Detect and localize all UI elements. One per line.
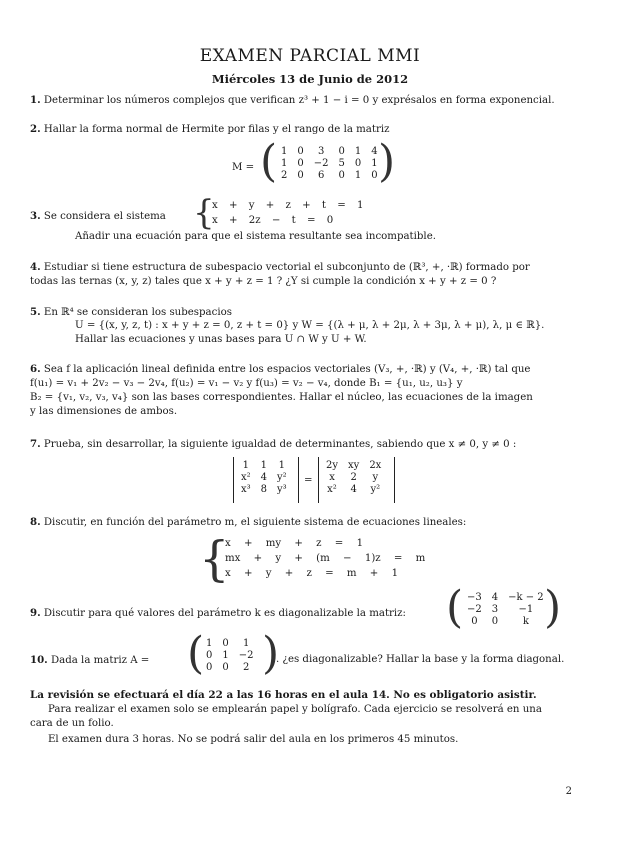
matrix-m-cell: 5: [338, 158, 345, 169]
matrix-m-cell: 3: [317, 146, 325, 157]
question-1-number: 1.: [30, 94, 41, 106]
matrix-a-cell: 0: [206, 650, 213, 661]
matrix-m-cell: −2: [313, 158, 329, 169]
question-8-number: 8.: [30, 516, 41, 528]
determinant-left-row: [236, 460, 292, 472]
matrix-m-row: [276, 146, 383, 158]
matrix-9-cell: −2: [467, 604, 482, 615]
matrix-9-row: [462, 604, 549, 616]
exam-rules-line1: Para realizar el examen solo se emplearán papel y bolígrafo. Cada ejercicio se resolverá en una: [48, 704, 542, 715]
question-5: [30, 305, 575, 320]
matrix-a-cell: 1: [222, 650, 229, 661]
exam-rules-line3: El examen dura 3 horas. No se podrá salir del aula en los primeros 45 minutos.: [48, 734, 459, 745]
matrix-m-cell: 6: [317, 170, 325, 181]
question-10: [30, 653, 210, 668]
matrix-m-cell: 1: [354, 170, 362, 181]
system-8-eq3: x + y + z = m + 1: [225, 568, 399, 579]
det-right-bar-l: [318, 457, 319, 503]
exam-date: Miércoles 13 de Junio de 2012: [211, 72, 409, 86]
determinant-left-cell: 1: [260, 460, 268, 471]
determinant-right-cell: x: [329, 472, 335, 483]
question-10-pre: Dada la matriz A =: [50, 655, 150, 666]
matrix-m-row: [276, 170, 383, 182]
matrix-m-cell: 1: [281, 158, 288, 169]
determinant-equals: =: [304, 475, 313, 486]
matrix-9-cell: −1: [518, 604, 534, 615]
determinant-right: [321, 460, 386, 496]
determinant-left-cell: x³: [241, 484, 251, 495]
page-number: 2: [565, 786, 572, 797]
question-1-text: Determinar los números complejos que verifican z³ + 1 − i = 0 y exprésalos en forma exponencial.: [43, 95, 555, 106]
question-3-number: 3.: [30, 210, 41, 222]
question-5-number: 5.: [30, 306, 41, 318]
matrix-9-cell: 0: [491, 616, 499, 627]
matrix-m-cell: 0: [297, 158, 304, 169]
matrix-m-cell: 0: [297, 146, 304, 157]
question-3-text: Se considera el sistema: [43, 211, 166, 222]
matrix-9-cell: −k − 2: [508, 592, 544, 603]
system-3-eq2: x + 2z − t = 0: [212, 215, 334, 226]
determinant-right-cell: xy: [348, 460, 360, 471]
matrix-m-cell: 1: [354, 146, 362, 157]
determinant-right-row: [321, 484, 386, 496]
matrix-m-label: M =: [232, 162, 255, 173]
system-8-eq2: mx + y + (m − 1)z = m: [225, 553, 426, 564]
question-2-text: Hallar la forma normal de Hermite por filas y el rango de la matriz: [43, 124, 390, 135]
matrix-m-cell: 1: [371, 158, 378, 169]
matrix-m-cell: 0: [338, 146, 345, 157]
determinant-left-cell: y³: [277, 484, 287, 495]
question-4: [30, 260, 575, 289]
matrix-m-cell: 0: [371, 170, 378, 181]
determinant-right-cell: 2: [350, 472, 357, 483]
matrix-9: [462, 592, 549, 628]
matrix-a-right-paren: ): [262, 628, 280, 679]
matrix-m-cell: 2: [281, 170, 288, 181]
question-9: [30, 606, 450, 621]
matrix-a-cell: 0: [222, 638, 229, 649]
question-4-number: 4.: [30, 261, 41, 273]
question-8: [30, 515, 575, 530]
det-left-bar-l: [233, 457, 234, 503]
determinant-right-row: [321, 460, 386, 472]
matrix-9-cell: −3: [467, 592, 482, 603]
matrix-9-row: [462, 592, 549, 604]
matrix-a-row: [201, 638, 259, 650]
question-6-number: 6.: [30, 363, 41, 375]
determinant-left-cell: 4: [260, 472, 268, 483]
question-6-line3: B₂ = {v₁, v₂, v₃, v₄} son las bases correspondientes. Hallar el núcleo, las ecuaciones de la imagen: [30, 392, 533, 403]
determinant-left-cell: x²: [241, 472, 251, 483]
question-6-line1: Sea f la aplicación lineal definida entre los espacios vectoriales (V₃, +, ·ℝ) y (V₄, +, ·ℝ) tal que: [43, 364, 531, 375]
determinant-left-cell: 8: [260, 484, 268, 495]
matrix-a-cell: 1: [206, 638, 213, 649]
determinant-right-row: [321, 472, 386, 484]
question-9-text: Discutir para qué valores del parámetro k es diagonalizable la matriz:: [43, 608, 406, 619]
determinant-right-cell: 2x: [369, 460, 382, 471]
determinant-right-cell: y²: [370, 484, 381, 495]
matrix-a-cell: 0: [206, 662, 213, 673]
matrix-m-cell: 1: [281, 146, 288, 157]
system-8-brace: {: [199, 531, 230, 587]
determinant-left-row: [236, 472, 292, 484]
question-9-number: 9.: [30, 607, 41, 619]
question-5-line3: Hallar las ecuaciones y unas bases para U ∩ W y U + W.: [75, 334, 367, 345]
question-3-follow: Añadir una ecuación para que el sistema resultante sea incompatible.: [75, 231, 436, 242]
question-4-line2: todas las ternas (x, y, z) tales que x + y + z = 1 ? ¿Y si cumple la condición x + y + z = 0 ?: [30, 276, 497, 287]
determinant-left-row: [236, 484, 292, 496]
matrix-a-cell: 2: [242, 662, 250, 673]
matrix-m-right-paren: ): [378, 136, 396, 187]
matrix-a-row: [201, 650, 259, 662]
question-10-number: 10.: [30, 654, 48, 666]
matrix-m-cell: 0: [297, 170, 304, 181]
question-1: [30, 93, 575, 108]
determinant-right-cell: y: [372, 472, 379, 483]
question-4-line1: Estudiar si tiene estructura de subespacio vectorial el subconjunto de (ℝ³, +, ·ℝ) formado por: [43, 262, 530, 273]
determinant-right-cell: 4: [350, 484, 357, 495]
question-7-text: Prueba, sin desarrollar, la siguiente igualdad de determinantes, sabiendo que x ≠ 0, y ≠ 0 :: [43, 439, 517, 450]
matrix-a-left-paren: (: [187, 628, 205, 679]
matrix-m-row: [276, 158, 383, 170]
matrix-a-row: [201, 662, 259, 674]
exam-title: EXAMEN PARCIAL MMI: [199, 46, 421, 66]
matrix-a-cell: 1: [242, 638, 250, 649]
question-8-text: Discutir, en función del parámetro m, el siguiente sistema de ecuaciones lineales:: [43, 517, 467, 528]
determinant-left-cell: y²: [277, 472, 287, 483]
matrix-9-cell: 4: [491, 592, 499, 603]
det-right-bar-r: [394, 457, 395, 503]
matrix-m-cell: 0: [354, 158, 362, 169]
matrix-m-cell: 4: [371, 146, 378, 157]
question-7: [30, 437, 575, 452]
question-2-number: 2.: [30, 123, 41, 135]
matrix-a: [201, 638, 259, 674]
matrix-m-cell: 0: [338, 170, 345, 181]
question-6: [30, 362, 575, 419]
determinant-left-cell: 1: [278, 460, 286, 471]
question-6-line4: y las dimensiones de ambos.: [30, 406, 178, 417]
matrix-9-left-paren: (: [446, 582, 464, 633]
matrix-9-cell: 3: [491, 604, 499, 615]
question-7-number: 7.: [30, 438, 41, 450]
question-5-line2: U = {(x, y, z, t) : x + y + z = 0, z + t = 0} y W = {(λ + μ, λ + 2μ, λ + 3μ, λ + μ), λ, μ ∈ ℝ}.: [75, 320, 545, 331]
determinant-right-cell: 2y: [326, 460, 339, 471]
matrix-a-cell: 0: [222, 662, 229, 673]
question-6-line2: f(u₁) = v₁ + 2v₂ − v₃ − 2v₄, f(u₂) = v₁ − v₂ y f(u₃) = v₂ − v₄, donde B₁ = {u₁, u₂, u₃} y: [30, 378, 463, 389]
system-3-brace: {: [193, 193, 215, 233]
question-2: [30, 122, 575, 137]
matrix-9-cell: k: [522, 616, 529, 627]
question-10-post: . ¿es diagonalizable? Hallar la base y la forma diagonal.: [276, 654, 565, 665]
determinant-right-cell: x²: [327, 484, 337, 495]
matrix-a-cell: −2: [238, 650, 254, 661]
determinant-left-cell: 1: [242, 460, 250, 471]
question-5-line1: En ℝ⁴ se consideran los subespacios: [43, 307, 232, 318]
matrix-m: [276, 146, 383, 182]
revision-notice: La revisión se efectuará el día 22 a las 16 horas en el aula 14. No es obligatorio asistir.: [30, 689, 537, 701]
matrix-9-row: [462, 616, 549, 628]
matrix-m-left-paren: (: [260, 136, 278, 187]
system-8-eq1: x + my + z = 1: [225, 538, 364, 549]
matrix-9-cell: 0: [471, 616, 478, 627]
exam-rules-line2: cara de un folio.: [30, 718, 114, 729]
determinant-left: [236, 460, 292, 496]
matrix-9-right-paren: ): [544, 582, 562, 633]
system-3-eq1: x + y + z + t = 1: [212, 200, 364, 211]
det-left-bar-r: [298, 457, 299, 503]
question-3: [30, 209, 190, 224]
